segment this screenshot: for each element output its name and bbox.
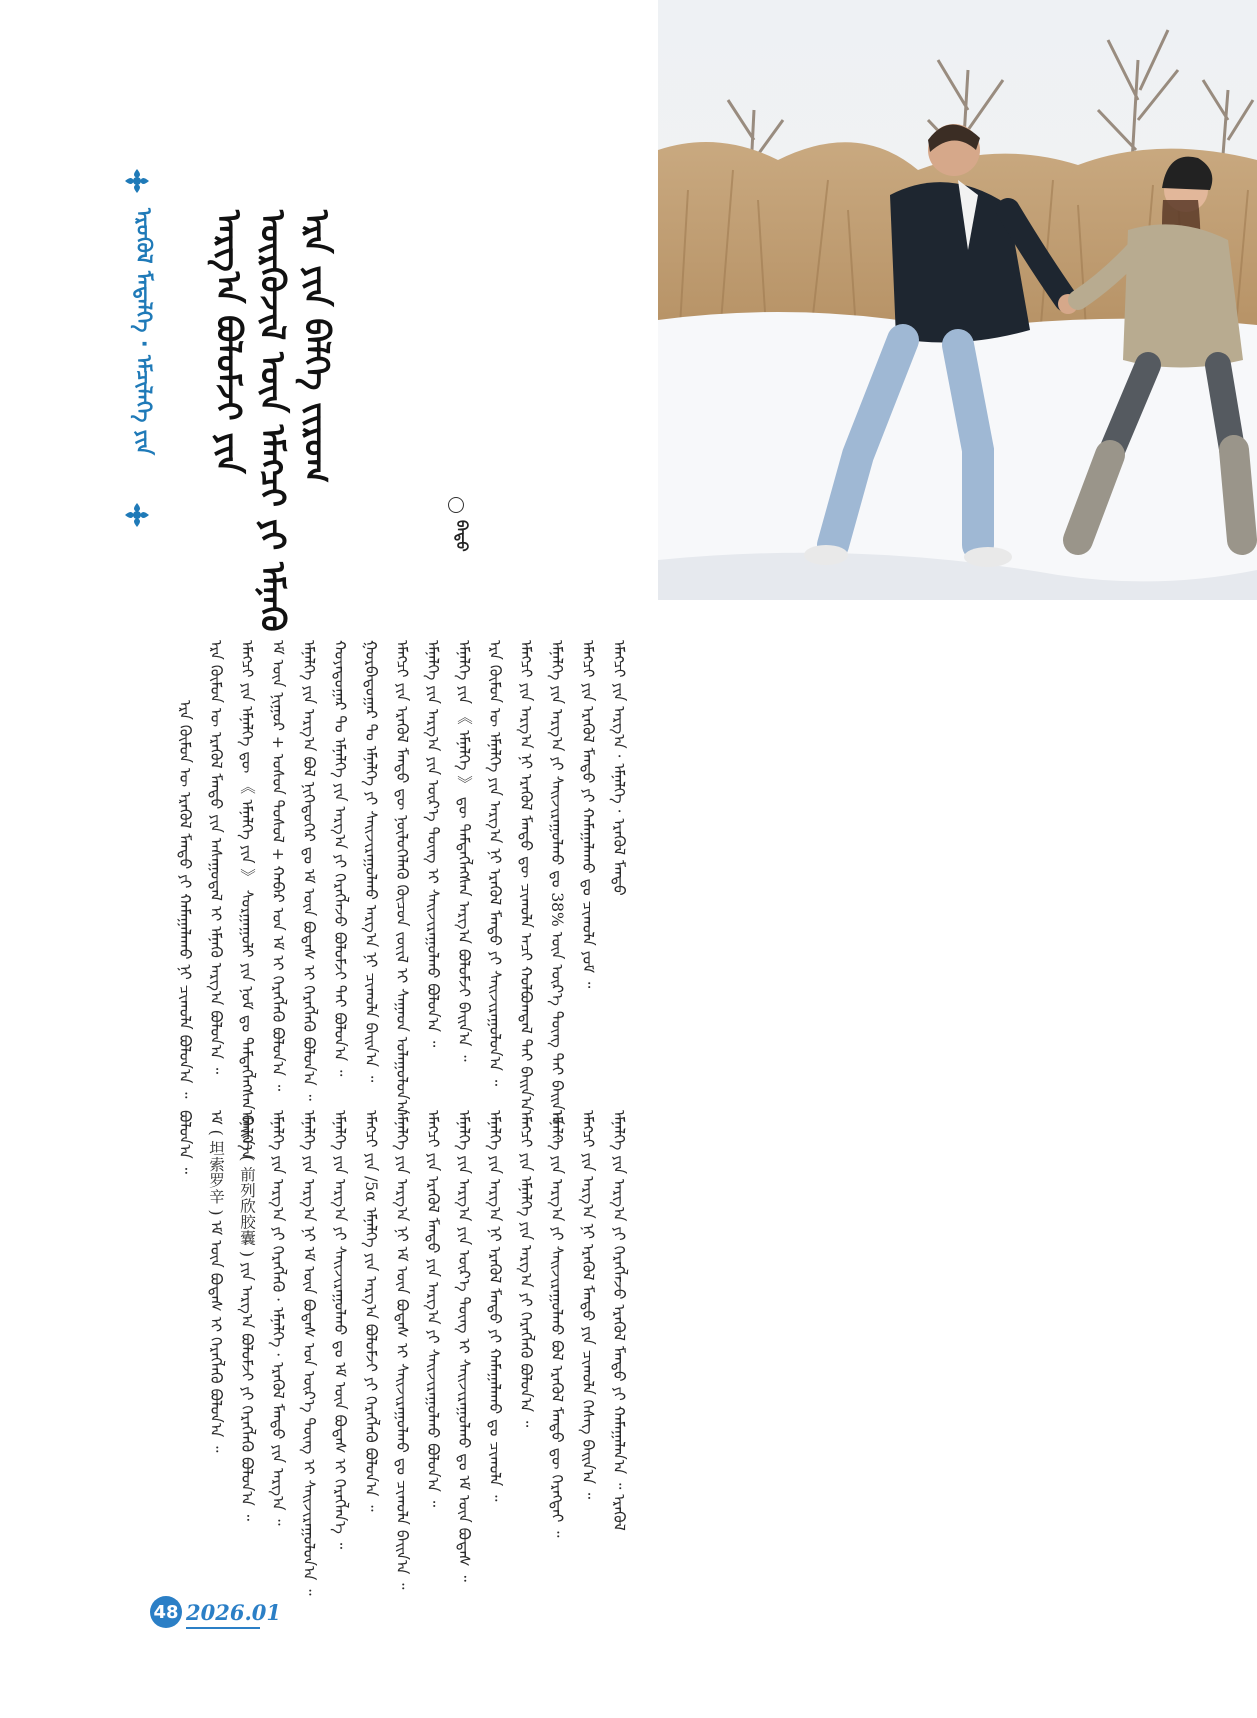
- body-column: ᠡᠮᠨᠡᠯᠭᠡ ᠶᠢᠨ ᠠᠷᠭ᠎ᠠ ᠶᠢ ᠬᠡᠷᠡᠭᠯᠡᠬᠦ · ᠡᠮᠨᠡᠯᠭᠡ · ᠡᠷᠡᠬᠦᠯ ᠮᠡᠨᠳᠦ ᠶᠢᠨ ᠠᠷᠭ᠎ᠠ ᠃: [269, 1110, 287, 1526]
- ornament-top-icon: [124, 168, 150, 194]
- body-column: ᠡᠮᠡᠭᠴᠢ ᠶᠢᠨ ᠡᠷᠡᠬᠦᠯ ᠮᠡᠨᠳᠦ ᠶᠢ ᠬᠠᠮᠠᠭᠠᠯᠠᠬᠤ ᠳᠤ ᠴᠢᠬᠤᠯᠠ ᠶᠤᠮ ᠃: [579, 640, 597, 989]
- couple-snow-photo: [658, 0, 1257, 600]
- body-column: ᠡᠷᠡ ᠬᠦᠮᠦᠨ ᠦ ᠡᠮᠨᠡᠯᠭᠡ ᠶᠢᠨ ᠠᠷᠭ᠎ᠠ ᠨᠢ ᠡᠷᠡᠬᠦᠯ ᠮᠡᠨᠳᠦ ᠶᠢ ᠰᠠᠢᠵᠢᠷᠠᠭᠤᠯᠤᠨ᠎ᠠ ᠃: [486, 640, 504, 1087]
- body-column: ᠡᠮᠨᠡᠯᠭᠡ ᠶᠢᠨ ᠠᠷᠭ᠎ᠠ ᠶᠢ ᠰᠠᠢᠵᠢᠷᠠᠭᠤᠯᠬᠤ ᠳᠤ ᠡᠮ ᠦᠨ ᠪᠣᠳᠠᠰ ᠢ ᠬᠡᠷᠡᠭᠯᠡᠨ᠎ᠡ ᠃: [331, 1110, 349, 1550]
- body-column: ᠡᠮᠨᠡᠯᠭᠡ ᠶᠢᠨ ᠠᠷᠭ᠎ᠠ ᠶᠢᠨ ᠦᠷ᠎ᠡ ᠳᠦᠩ ᠢ ᠰᠠᠢᠵᠢᠷᠠᠭᠤᠯᠬᠤ ᠳᠤ ᠡᠮ ᠦᠨ ᠪᠣᠳᠠᠰ ᠃: [455, 1110, 473, 1582]
- article-title-line-2: ᠦᠷᠭᠦᠵᠢᠯ ᠦᠨ ᠡᠮᠡᠭᠴᠢ ᠶᠢ ᠡᠮᠨᠡᠬᠦ: [252, 210, 292, 632]
- page-number: 48: [150, 1596, 182, 1628]
- section-banner: [118, 168, 158, 528]
- body-column: ᠬᠣᠶᠠᠳᠤᠭᠠᠷ ᠲᠤ ᠡᠮᠨᠡᠯᠭᠡ ᠶᠢᠨ ᠠᠷᠭ᠎ᠠ ᠶᠢ ᠬᠡᠷᠡᠭᠯᠡᠵᠦ ᠪᠣᠯᠣᠮᠵᠢ ᠲᠠᠢ ᠪᠣᠯᠤᠨ᠎ᠠ ᠃: [331, 640, 349, 1077]
- article-title-line-3: ᠠᠷᠭ᠎ᠠ ᠪᠣᠯᠣᠮᠵᠢ ᠶᠢᠨ: [208, 210, 248, 474]
- body-column: ᠡᠮᠨᠡᠯᠭᠡ ᠶᠢᠨ ᠠᠷᠭ᠎ᠠ ᠶᠢᠨ ᠦᠷ᠎ᠡ ᠳᠦᠩ ᠢ ᠰᠠᠢᠵᠢᠷᠠᠭᠤᠯᠬᠤ ᠪᠣᠯᠤᠨ᠎ᠠ ᠃: [424, 640, 442, 1048]
- issue-date: 2026.01: [186, 1600, 281, 1625]
- body-column: ᠡᠮᠨᠡᠯᠭᠡ ᠶᠢᠨ ᠠᠷᠭ᠎ᠠ ᠶᠢ ᠰᠠᠢᠵᠢᠷᠠᠭᠤᠯᠬᠤ ᠳᠤ 38% ᠦᠨ ᠦᠷ᠎ᠡ ᠳᠦᠩ ᠲᠠᠢ ᠪᠠᠢᠨ᠎ᠠ ᠃: [548, 640, 566, 1140]
- body-column: ᠪᠣᠯᠤᠨ᠎ᠠ ᠃: [176, 1110, 194, 1174]
- body-column: ᠡᠮᠡᠭᠴᠢ ᠶᠢᠨ ᠡᠷᠡᠬᠦᠯ ᠮᠡᠨᠳᠦ ᠶᠢᠨ ᠠᠷᠭ᠎ᠠ ᠶᠢ ᠰᠠᠢᠵᠢᠷᠠᠭᠤᠯᠬᠤ ᠪᠣᠯᠤᠨ᠎ᠠ ᠃: [424, 1110, 442, 1508]
- ornament-bottom-icon: [124, 502, 150, 528]
- body-column: ᠡᠮᠡᠭᠴᠢ ᠶᠢᠨ ᠠᠷᠭ᠎ᠠ ᠨᠢ ᠡᠷᠡᠬᠦᠯ ᠮᠡᠨᠳᠦ ᠶᠢᠨ ᠴᠢᠬᠤᠯᠠ ᠬᠡᠰᠡᠭ ᠪᠠᠢᠨ᠎ᠠ ᠃: [579, 1110, 597, 1500]
- body-column: ᠡᠮᠨᠡᠯᠭᠡ ᠶᠢᠨ ᠠᠷᠭ᠎ᠠ ᠨᠢ ᠡᠮ ᠦᠨ ᠪᠣᠳᠠᠰ ᠢ ᠰᠠᠢᠵᠢᠷᠠᠭᠤᠯᠬᠤ ᠳᠤ ᠴᠢᠬᠤᠯᠠ ᠪᠠᠢᠨ᠎ᠠ ᠃: [393, 1110, 411, 1590]
- body-column: ᠡᠮ ᠦᠨ ᠨᠢᠭᠤᠷ + ᠤᠰᠤᠨ ᠳᠤᠰᠤᠯ + ᠬᠠᠪᠠᠷ ᠤᠨ ᠡᠮ ᠢ ᠬᠡᠷᠡᠭᠯᠡᠬᠦ ᠪᠣᠯᠤᠨ᠎ᠠ ᠃: [269, 640, 287, 1092]
- body-column: ᠡᠮᠡᠭᠴᠢ ᠶᠢᠨ ᠡᠮᠨᠡᠯᠭᠡ ᠳᠦ 《 ᠡᠮᠨᠡᠯᠭᠡ ᠶᠢᠨ 》 ᠰᠤᠷᠭᠠᠭᠤᠯᠢ ᠶᠢᠨ ᠨᠣᠮ ᠳᠤ ᠲᠡᠮᠳᠡᠭᠯᠡᠭᠰᠡᠨ ᠪᠠᠢᠨ᠎ᠠ: [238, 640, 256, 1160]
- body-column: ᠡᠮᠨᠡᠯᠭᠡ ᠶᠢᠨ 《 ᠡᠮᠨᠡᠯᠭᠡ 》 ᠳᠦ ᠲᠡᠮᠳᠡᠭᠯᠡᠭᠰᠡᠨ ᠠᠷᠭ᠎ᠠ ᠪᠣᠯᠣᠮᠵᠢ ᠪᠠᠢᠨ᠎ᠠ ᠃: [455, 640, 473, 1062]
- body-column: ᠡᠮᠡᠭᠴᠢ ᠶᠢᠨ ᠡᠷᠡᠬᠦᠯ ᠮᠡᠨᠳᠦ ᠳᠦ ᠨᠥᠯᠦᠭᠡᠯᠡᠬᠦ ᠬᠦᠴᠦᠨ ᠵᠦᠢᠯ ᠢ ᠰᠠᠭᠠᠳ ᠤᠯᠠᠭᠤᠯᠤᠨ᠎ᠠ ᠃: [393, 640, 411, 1130]
- body-column: ᠡᠷᠡ ᠬᠦᠮᠦᠨ ᠦ ᠡᠷᠡᠬᠦᠯ ᠮᠡᠨᠳᠦ ᠶᠢ ᠬᠠᠮᠠᠭᠠᠯᠠᠬᠤ ᠨᠢ ᠴᠢᠬᠤᠯᠠ ᠪᠣᠯᠤᠨ᠎ᠠ ᠃: [176, 700, 194, 1099]
- body-column: ᠡᠮ ( 坦索罗辛 ) ᠡᠮ ᠦᠨ ᠪᠣᠳᠠᠰ ᠢ ᠬᠡᠷᠡᠭᠯᠡᠬᠦ ᠪᠣᠯᠤᠨ᠎ᠠ ᠃: [207, 1110, 225, 1453]
- article-title-line-1: ᠡᠷᠡ ᠶᠢᠨ ᠪᠡᠯᠭᠡ ᠵᠢᠷᠤᠭ: [296, 210, 336, 484]
- body-column: ᠡᠷᠡ ᠬᠦᠮᠦᠨ ᠦ ᠡᠷᠡᠬᠦᠯ ᠮᠡᠨᠳᠦ ᠶᠢᠨ ᠠᠰᠠᠭᠤᠳᠠᠯ ᠢ ᠡᠮᠨᠡᠬᠦ ᠠᠷᠭ᠎ᠠ ᠪᠣᠯᠤᠨ᠎ᠠ ᠃: [207, 640, 225, 1075]
- body-column: ᠡᠮᠡᠭᠴᠢ ᠶᠢᠨ ᠡᠮᠨᠡᠯᠭᠡ ᠶᠢᠨ ᠠᠷᠭ᠎ᠠ ᠶᠢ ᠬᠡᠷᠡᠭᠯᠡᠬᠦ ᠪᠣᠯᠤᠨ᠎ᠠ ᠃: [517, 1110, 535, 1428]
- body-column: ᠡᠮᠨᠡᠯᠭᠡ ᠶᠢᠨ ᠠᠷᠭ᠎ᠠ ᠨᠢ ᠡᠮ ᠦᠨ ᠪᠣᠳᠠᠰ ᠤᠨ ᠦᠷ᠎ᠡ ᠳᠦᠩ ᠢ ᠰᠠᠢᠵᠢᠷᠠᠭᠤᠯᠤᠨ᠎ᠠ ᠃: [300, 1110, 318, 1596]
- section-title: ᠡᠷᠦᠬᠦᠯ ᠮᠡᠳᠡᠯᠭᠡ · ᠡᠮᠴᠢᠯᠡᠭᠡ ᠶᠢᠨ: [132, 208, 156, 456]
- body-column: ᠡᠮᠨᠡᠯᠭᠡ ᠶᠢᠨ ᠠᠷᠭ᠎ᠠ ᠪᠣᠯ ᠨᠢᠭᠡᠳᠦᠭᠡᠷ ᠳᠤ ᠡᠮ ᠦᠨ ᠪᠣᠳᠠᠰ ᠢ ᠬᠡᠷᠡᠭᠯᠡᠬᠦ ᠪᠣᠯᠤᠨ᠎ᠠ ᠃: [300, 640, 318, 1101]
- body-column: ᠡᠮᠡᠭᠴᠢ ᠶᠢᠨ ᠠᠷᠭ᠎ᠠ ᠨᠢ ᠡᠷᠡᠬᠦᠯ ᠮᠡᠨᠳᠦ ᠳᠦ ᠴᠢᠬᠤᠯᠠ ᠠᠴᠢ ᠬᠣᠯᠪᠣᠭᠳᠠᠯ ᠲᠠᠢ ᠪᠠᠢᠨ᠎ᠠ ᠃: [517, 640, 535, 1126]
- body-column: ᠡᠮᠨᠡᠯᠭᠡ ᠶᠢᠨ ᠠᠷᠭ᠎ᠠ ᠶᠢ ᠰᠠᠢᠵᠢᠷᠠᠭᠤᠯᠬᠤ ᠪᠣᠯ ᠡᠷᠡᠬᠦᠯ ᠮᠡᠨᠳᠦ ᠳᠦ ᠬᠡᠷᠡᠭᠲᠡᠢ ᠃: [548, 1110, 566, 1538]
- body-column: ᠡᠮᠡᠭᠴᠢ ᠶᠢᠨ /5α ᠡᠮᠨᠡᠯᠭᠡ ᠶᠢᠨ ᠠᠷᠭ᠎ᠠ ᠪᠣᠯᠣᠮᠵᠢ ᠶᠢ ᠬᠡᠷᠡᠭᠯᠡᠬᠦ ᠪᠣᠯᠤᠨ᠎ᠠ ᠃: [362, 1110, 380, 1512]
- issue-underline: [186, 1627, 260, 1629]
- body-column: ᠡᠮᠡᠭᠴᠢ ᠶᠢᠨ ᠠᠷᠭ᠎ᠠ · ᠡᠮᠨᠡᠯᠭᠡ · ᠡᠷᠡᠬᠦᠯ ᠮᠡᠨᠳᠦ: [610, 640, 628, 896]
- body-column: ᠡᠮᠨᠡᠯᠭᠡ ᠶᠢᠨ ᠠᠷᠭ᠎ᠠ ᠨᠢ ᠡᠷᠡᠬᠦᠯ ᠮᠡᠨᠳᠦ ᠶᠢ ᠬᠠᠮᠠᠭᠠᠯᠠᠬᠤ ᠳᠤ ᠴᠢᠬᠤᠯᠠ ᠃: [486, 1110, 504, 1502]
- body-column: ᠡᠮᠨᠡᠯᠭᠡ ( 前列欣胶囊 ) ᠶᠢᠨ ᠠᠷᠭ᠎ᠠ ᠪᠣᠯᠣᠮᠵᠢ ᠶᠢ ᠬᠡᠷᠡᠭᠯᠡᠬᠦ ᠪᠣᠯᠤᠨ᠎ᠠ ᠃: [238, 1110, 256, 1521]
- body-column: ᠡᠮᠨᠡᠯᠭᠡ ᠶᠢᠨ ᠠᠷᠭ᠎ᠠ ᠶᠢ ᠬᠡᠷᠡᠭᠯᠡᠵᠦ ᠡᠷᠡᠬᠦᠯ ᠮᠡᠨᠳᠦ ᠶᠢ ᠬᠠᠮᠠᠭᠠᠯᠠᠨ᠎ᠠ ᠃ ᠡᠷᠡᠬᠦᠯ: [610, 1110, 628, 1531]
- author-circle-icon: [448, 497, 464, 513]
- body-column: ᠭᠤᠷᠪᠠᠳᠤᠭᠠᠷ ᠲᠤ ᠡᠮᠨᠡᠯᠭᠡ ᠶᠢ ᠰᠠᠢᠵᠢᠷᠠᠭᠤᠯᠬᠤ ᠠᠷᠭ᠎ᠠ ᠨᠢ ᠴᠢᠬᠤᠯᠠ ᠪᠠᠢᠨ᠎ᠠ ᠃: [362, 640, 380, 1083]
- author-name: ᠪᠠᠲᠤ: [453, 520, 471, 552]
